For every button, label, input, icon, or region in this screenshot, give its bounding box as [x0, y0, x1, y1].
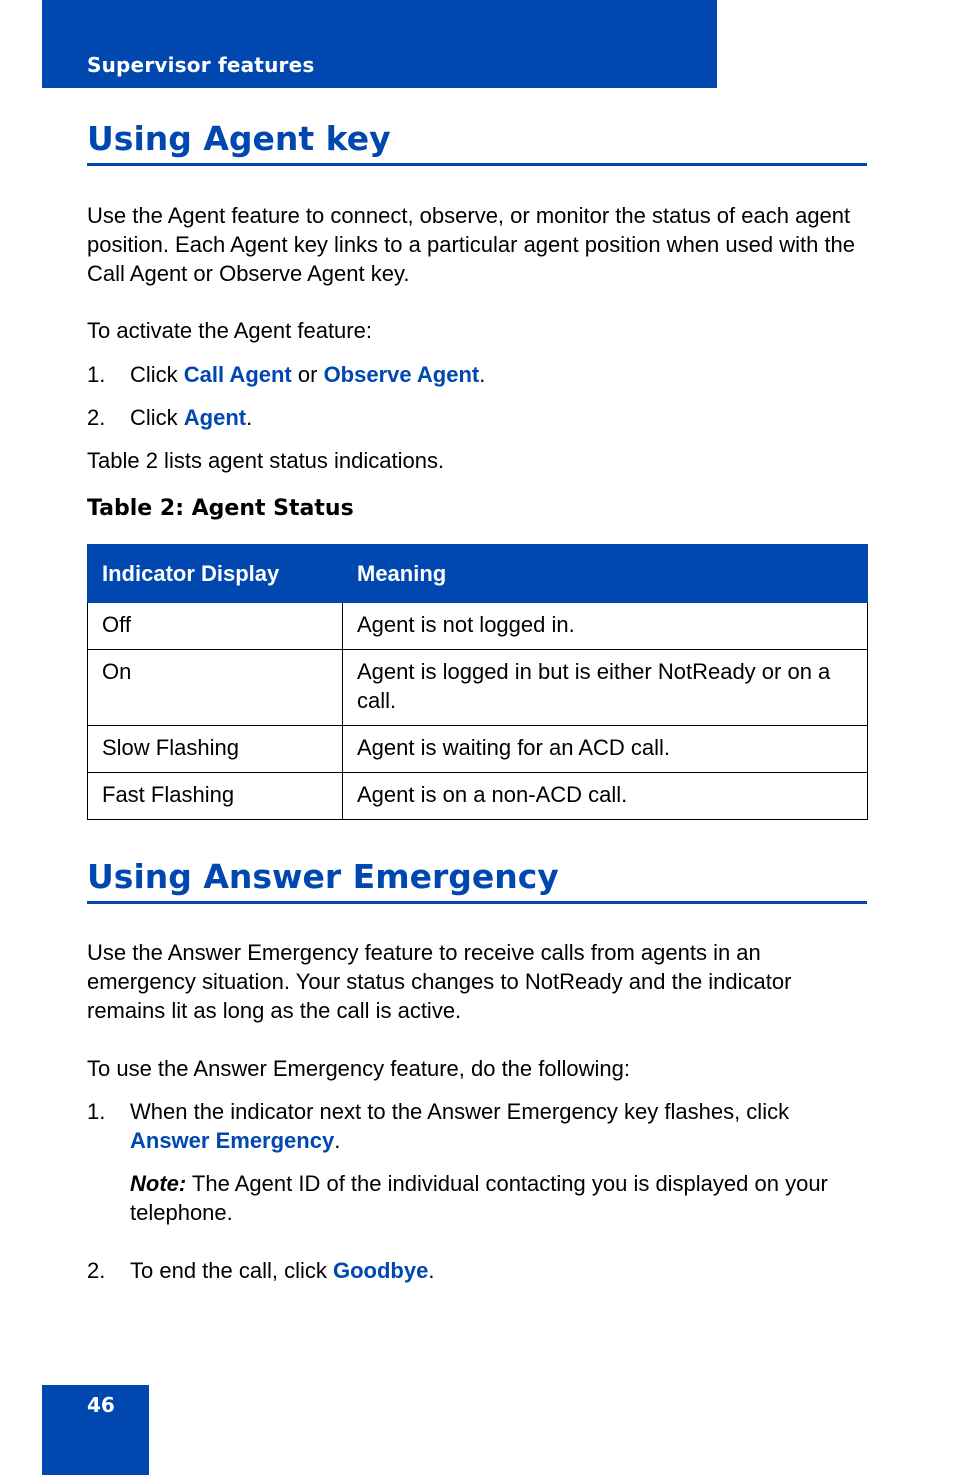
- call-agent-link[interactable]: Call Agent: [183, 362, 292, 387]
- step-text: .: [428, 1258, 435, 1283]
- meaning-cell: Agent is logged in but is either NotReady or on a call.: [343, 650, 868, 726]
- step-text: .: [246, 405, 253, 430]
- step-text: To end the call, click: [130, 1258, 333, 1283]
- indicator-cell: Slow Flashing: [88, 726, 343, 773]
- agent-intro-paragraph: Use the Agent feature to connect, observe, or monitor the status of each agent position. Each Agent key links to a particular agent position when used with the Call Agent or Observe Agent key.: [87, 203, 856, 286]
- meaning-cell: Agent is waiting for an ACD call.: [343, 726, 868, 773]
- note-label: Note:: [130, 1171, 187, 1196]
- agent-status-table: [87, 544, 868, 820]
- page-number-box: [42, 1385, 149, 1475]
- indicator-cell: On: [88, 650, 343, 726]
- note-text: The Agent ID of the individual contacting you is displayed on your telephone.: [130, 1171, 828, 1225]
- activate-lead: To activate the Agent feature:: [87, 318, 372, 343]
- table-header-row: [88, 545, 868, 603]
- answer-emergency-link[interactable]: Answer Emergency: [130, 1128, 335, 1153]
- emergency-step-1: [87, 1097, 867, 1155]
- indicator-cell: Off: [88, 603, 343, 650]
- section-heading-agent-key: Using Agent key: [87, 119, 867, 166]
- step-text: When the indicator next to the Answer Emergency key flashes, click: [130, 1099, 790, 1124]
- step-number: 2.: [87, 1258, 106, 1283]
- column-header-meaning: Meaning: [343, 545, 868, 603]
- indicator-cell: Fast Flashing: [88, 773, 343, 820]
- meaning-cell: Agent is not logged in.: [343, 603, 868, 650]
- step-text: .: [334, 1128, 341, 1153]
- agent-step-1: [87, 360, 867, 389]
- note: [130, 1169, 867, 1227]
- table-reference: Table 2 lists agent status indications.: [87, 448, 445, 473]
- header-bar: [42, 0, 717, 88]
- table-row: [88, 650, 868, 726]
- step-number: 2.: [87, 405, 106, 430]
- page-number: 46: [87, 1393, 115, 1417]
- goodbye-link[interactable]: Goodbye: [332, 1258, 429, 1283]
- emergency-lead: To use the Answer Emergency feature, do the following:: [87, 1056, 630, 1081]
- section-heading-answer-emergency: Using Answer Emergency: [87, 857, 867, 904]
- emergency-step-2: [87, 1256, 867, 1285]
- meaning-cell: Agent is on a non-ACD call.: [343, 773, 868, 820]
- table-row: [88, 726, 868, 773]
- table-row: [88, 773, 868, 820]
- step-number: 1.: [87, 1099, 106, 1124]
- agent-step-2: [87, 403, 867, 432]
- emergency-intro-paragraph: Use the Answer Emergency feature to receive calls from agents in an emergency situation. Your status changes to NotReady and the indicator remains lit as long as the call is active.: [87, 940, 792, 1023]
- agent-link[interactable]: Agent: [183, 405, 247, 430]
- step-number: 1.: [87, 362, 106, 387]
- table-row: [88, 603, 868, 650]
- step-text: or: [291, 362, 324, 387]
- observe-agent-link[interactable]: Observe Agent: [323, 362, 480, 387]
- column-header-indicator: Indicator Display: [88, 545, 343, 603]
- step-text: Click: [130, 362, 184, 387]
- table-caption: Table 2: Agent Status: [87, 496, 354, 521]
- step-text: .: [479, 362, 486, 387]
- step-text: Click: [130, 405, 184, 430]
- header-title: Supervisor features: [87, 53, 315, 77]
